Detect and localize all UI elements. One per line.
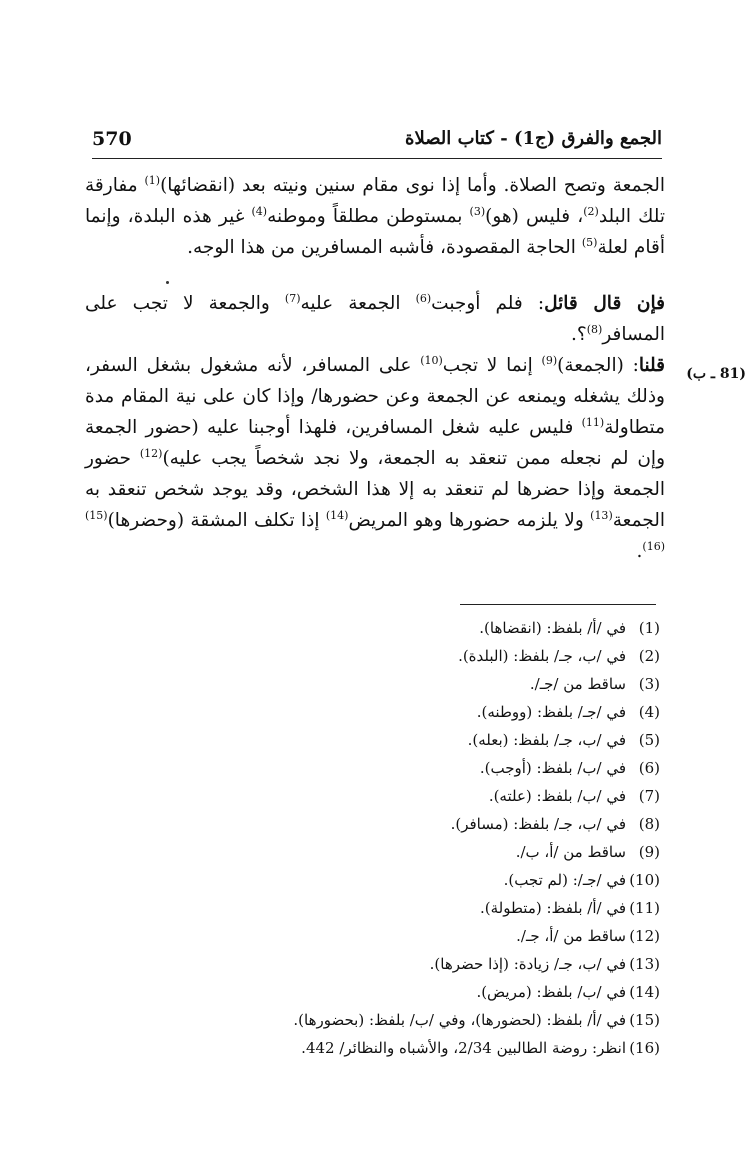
footnote-ref: (12) xyxy=(139,446,163,460)
footnote-ref: (6) xyxy=(415,291,432,305)
footnote-ref: (10) xyxy=(420,353,443,367)
footnote-ref: (3) xyxy=(469,204,486,218)
footnote-ref: (5) xyxy=(581,235,598,249)
footnote-item: (13)في /ب، جـ/ زيادة: (إذا حضرها). xyxy=(429,955,660,973)
footnote-ref: (8) xyxy=(586,322,603,336)
footnote-item: (9)ساقط من /أ، ب/. xyxy=(515,843,660,861)
footnote-ref: (2) xyxy=(583,204,599,218)
header-rule xyxy=(92,158,662,159)
footnote-item: (16)انظر: روضة الطالبين 2/34، والأشباه والنظائر/ 442. xyxy=(301,1039,660,1057)
footnote-ref: (11) xyxy=(581,415,605,429)
footnotes-list xyxy=(90,614,660,1062)
footnote-item: (4)في /جـ/ بلفظ: (ووطنه). xyxy=(476,703,660,721)
paragraph-2: فإن قال قائل: فلم أوجبت$^{(6)}$ الجمعة عليه$^{(7)}$ والجمعة لا تجب على المسافر$^{(8)}$؟. xyxy=(85,291,665,345)
footnote-ref: (15) xyxy=(85,508,108,522)
footnote-item: (12)ساقط من /أ، جـ/. xyxy=(516,927,660,945)
reply-lead: قلنا xyxy=(638,355,665,376)
footnote-item: (3)ساقط من /جـ/. xyxy=(529,675,660,693)
footnote-rule xyxy=(460,604,656,605)
footnote-item: (1)في /أ/ بلفظ: (انقضاها). xyxy=(479,619,660,637)
footnote-ref: (1) xyxy=(144,173,161,187)
running-title: الجمع والفرق (ج1) - كتاب الصلاة xyxy=(405,128,662,149)
footnote-item: (6)في /ب/ بلفظ: (أوجب). xyxy=(479,759,660,777)
manuscript-folio-note: (81 ـ ب) xyxy=(686,366,746,382)
footnote-item: (8)في /ب، جـ/ بلفظ: (مسافر). xyxy=(450,815,660,833)
paragraph-3: قلنا: (الجمعة)$^{(9)}$ إنما لا تجب$^{(10)}$ على المسافر، لأنه مشغول بشغل السفر، وذلك يشغله ويمنعه عن الجمعة وعن حضورها/ وإذا كان على نية المقام مدة متطاولة$^{(11)}$ فليس عليه شغل المسافرين، فلهذا أوجبنا عليه (حضور الجمعة وإن لم نجعله ممن تنعقد به الجمعة، ولا نجد شخصاً يجب عليه)$^{(12)}$ حضور الجمعة وإذا حضرها لم تنعقد به إلا هذا الشخص، وقد يوجد شخص تنعقد به الجمعة$^{(13)}$ ولا يلزمه حضورها وهو المريض$^{(14)}$ إذا تكلف المشقة (وحضرها)$^{(15)}$ $^{(16)}$. xyxy=(85,353,666,562)
footnote-item: (7)في /ب/ بلفظ: (علته). xyxy=(488,787,660,805)
footnote-ref: (7) xyxy=(284,291,301,305)
running-header xyxy=(92,128,662,156)
footnote-item: (10)في /جـ/: (لم تجب). xyxy=(503,871,660,889)
stray-dot xyxy=(166,281,169,284)
footnote-ref: (14) xyxy=(325,508,349,522)
page-number: 570 xyxy=(92,128,132,150)
footnote-item: (15)في /أ/ بلفظ: (لحضورها)، وفي /ب/ بلفظ: (بحضورها). xyxy=(293,1011,660,1029)
footnote-item: (11)في /أ/ بلفظ: (متطولة). xyxy=(480,899,660,917)
footnote-ref: (4) xyxy=(251,204,268,218)
footnote-item: (5)في /ب، جـ/ بلفظ: (بعله). xyxy=(467,731,660,749)
footnote-ref: (16) xyxy=(642,539,665,553)
objection-lead: فإن قال قائل xyxy=(544,293,665,314)
footnote-ref: (9) xyxy=(541,353,558,367)
footnote-item: (14)في /ب/ بلفظ: (مريض). xyxy=(476,983,660,1001)
footnote-ref: (13) xyxy=(590,508,613,522)
footnote-item: (2)في /ب، جـ/ بلفظ: (البلدة). xyxy=(458,647,660,665)
paragraph-1: الجمعة وتصح الصلاة. وأما إذا نوى مقام سنين ونيته بعد (انقضائها)$^{(1)}$ مفارقة تلك البلد$^{(2)}$، فليس (هو)$^{(3)}$ بمستوطن مطلقاً وموطنه$^{(4)}$ غير هذه البلدة، وإنما أقام لعلة$^{(5)}$ الحاجة المقصودة، فأشبه المسافرين من هذا الوجه. xyxy=(85,173,665,258)
